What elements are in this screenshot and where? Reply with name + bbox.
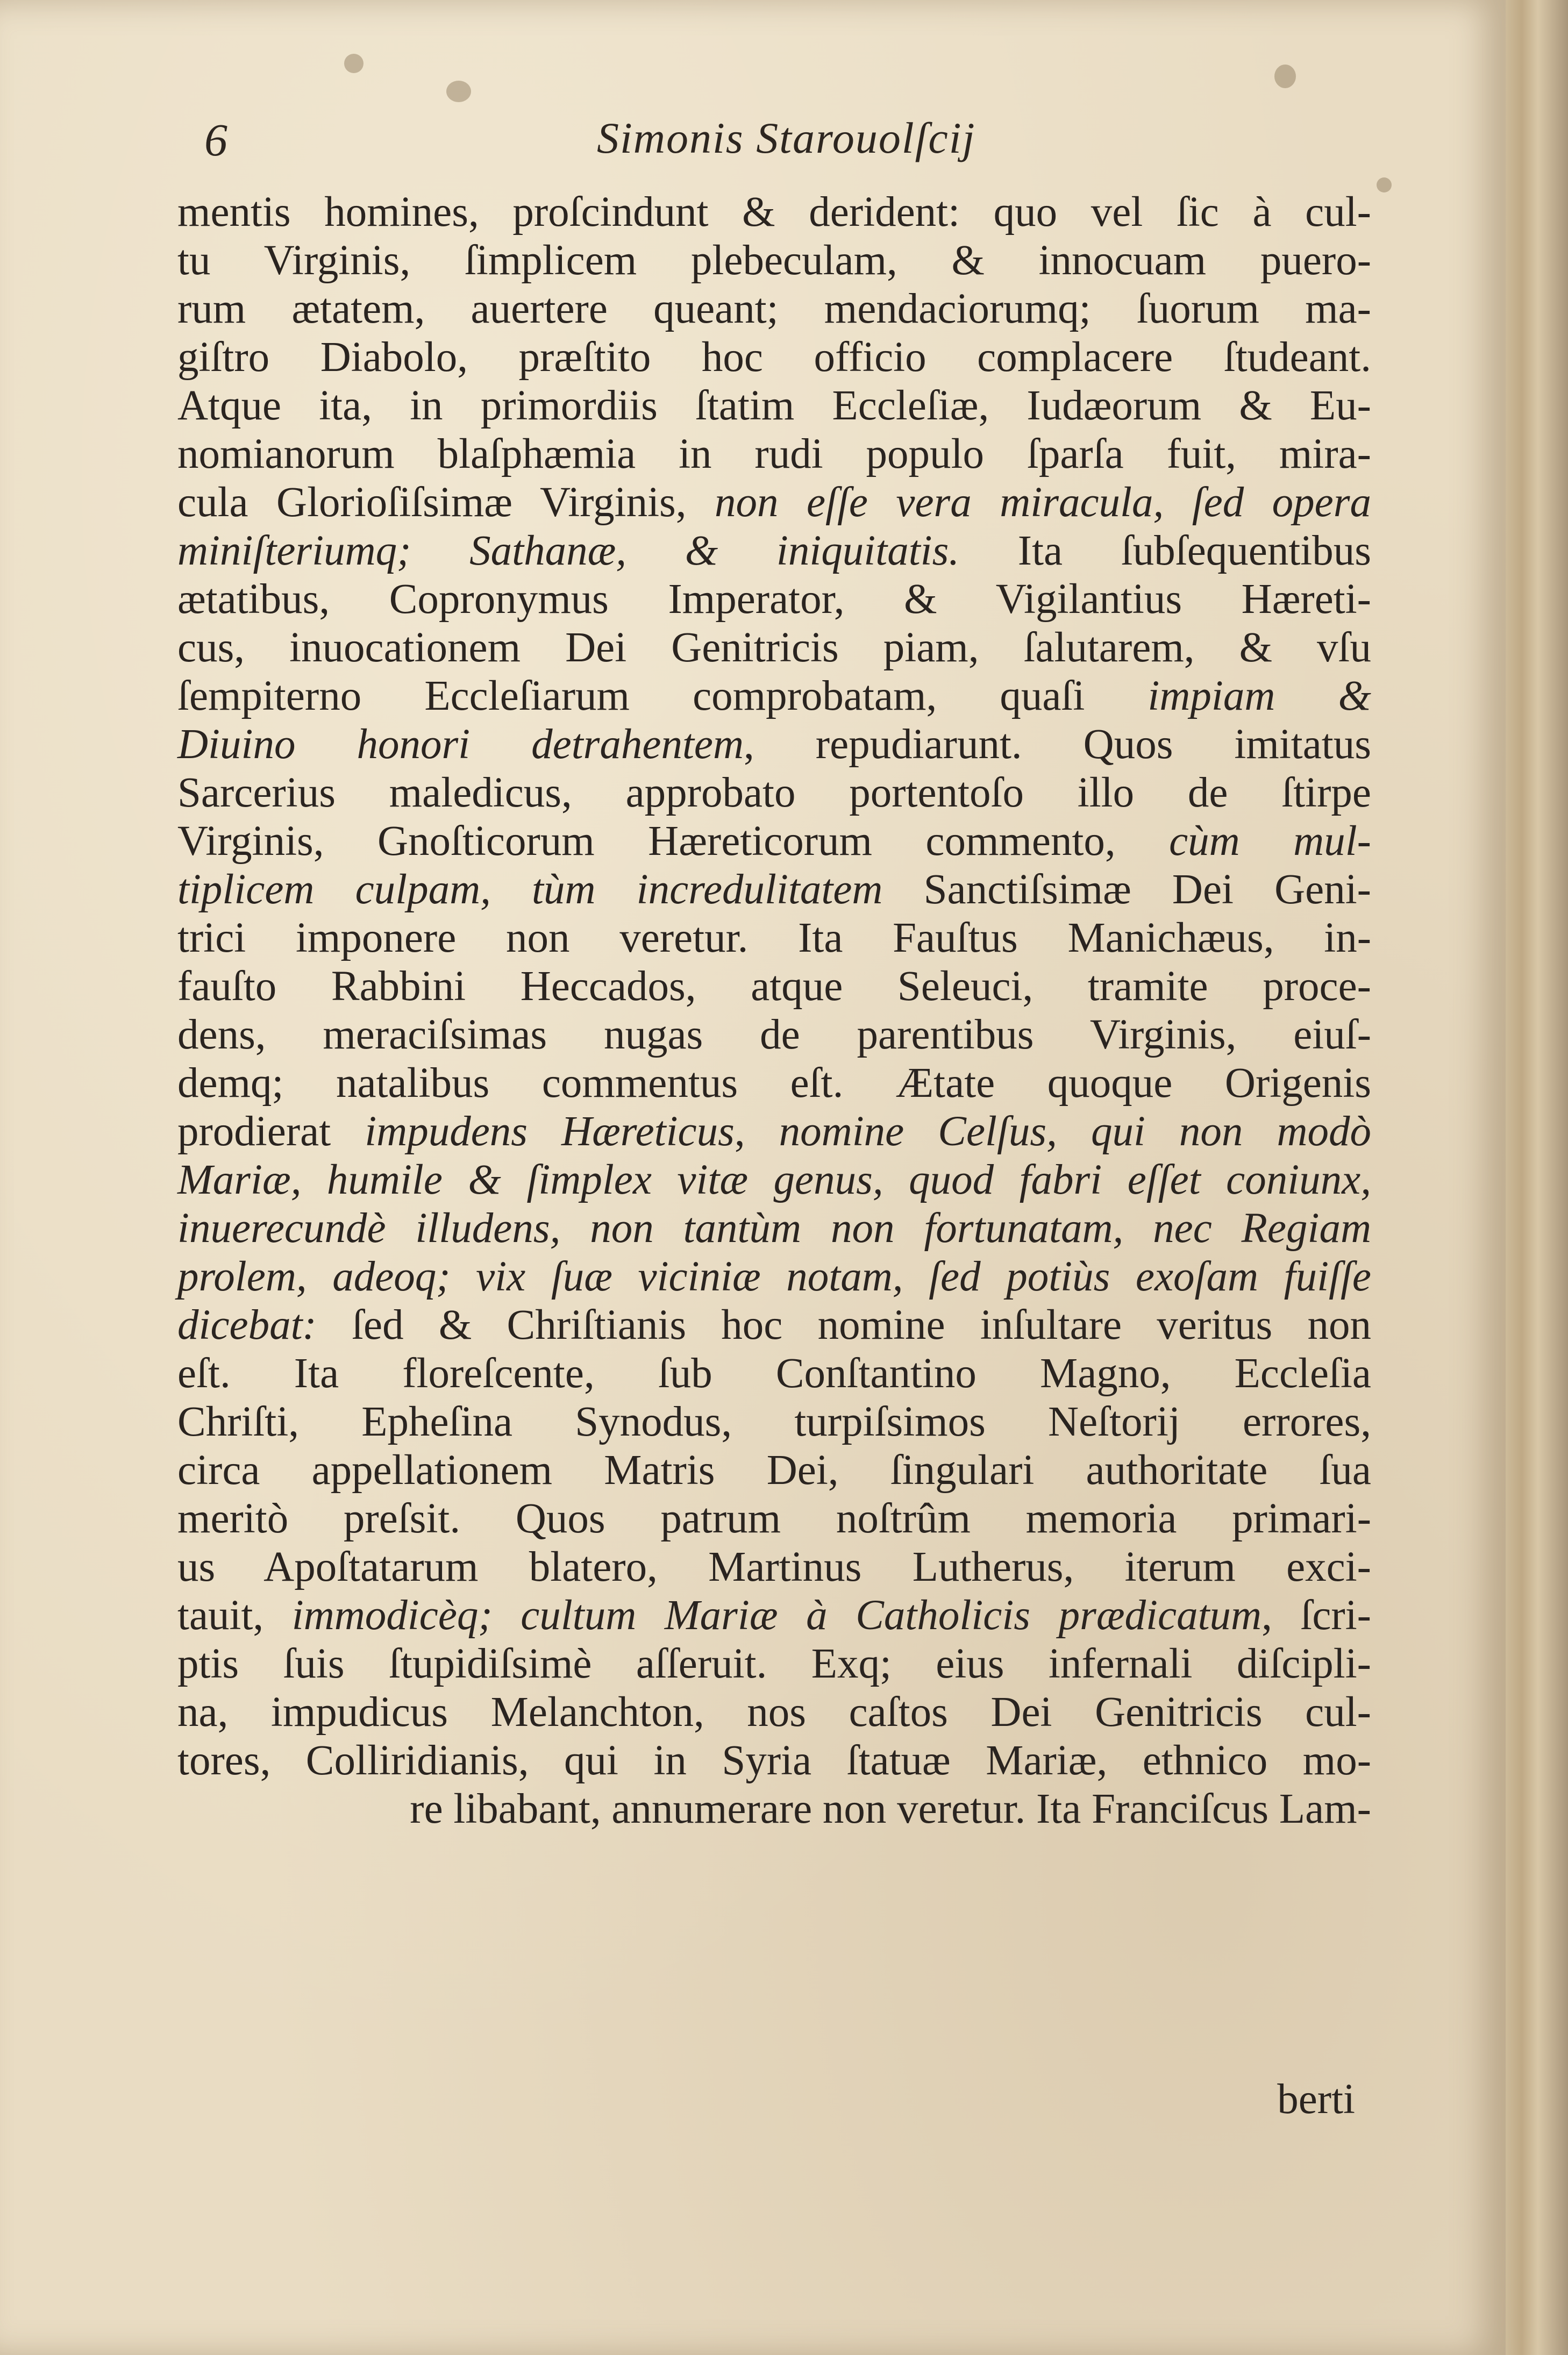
ink-stain bbox=[344, 54, 364, 73]
text-line bbox=[177, 479, 1371, 527]
text-segment: Sanctiſsimæ Dei Geni- bbox=[882, 866, 1371, 913]
text-line bbox=[177, 866, 1371, 914]
page-number: 6 bbox=[204, 114, 227, 166]
text-line bbox=[177, 1446, 1371, 1495]
text-line bbox=[177, 769, 1371, 817]
italic-segment: Diuino honori detrahentem bbox=[177, 721, 744, 768]
italic-segment: immodicèq; cultum Mariæ à Catholicis prædicatum bbox=[291, 1592, 1262, 1639]
text-segment: cula Glorioſiſsimæ Virginis, bbox=[177, 479, 715, 526]
text-line bbox=[177, 527, 1371, 575]
text-segment: nomianorum blaſphæmia in rudi populo ſparſa fuit, mira- bbox=[177, 431, 1371, 477]
text-line bbox=[177, 575, 1371, 624]
text-segment: us Apoſtatarum blatero, Martinus Lutherus, iterum exci- bbox=[177, 1544, 1371, 1590]
text-segment: Virginis, Gnoſticorum Hæreticorum commento, bbox=[177, 818, 1170, 865]
text-segment: tu Virginis, ſimplicem plebeculam, & innocuam puero- bbox=[177, 237, 1371, 284]
text-segment: re libabant, annumerare non veretur. Ita Franciſcus Lam- bbox=[410, 1786, 1371, 1832]
text-line bbox=[177, 1059, 1371, 1108]
text-line bbox=[177, 817, 1371, 866]
text-line bbox=[177, 382, 1371, 430]
text-segment: giſtro Diabolo, præſtito hoc officio complacere ſtudeant. bbox=[177, 334, 1371, 381]
text-line bbox=[177, 1737, 1371, 1785]
text-line bbox=[177, 1350, 1371, 1398]
italic-segment: impudens Hæreticus bbox=[365, 1108, 735, 1155]
text-segment: demq; natalibus commentus eſt. Ætate quoque Origenis bbox=[177, 1060, 1371, 1107]
text-segment: , bbox=[734, 1108, 779, 1155]
text-segment: circa appellationem Matris Dei, ſingulari authoritate ſua bbox=[177, 1447, 1371, 1494]
italic-segment: Mariæ, humile & ſimplex vitæ genus, quod fabri eſſet coniunx, bbox=[177, 1157, 1371, 1203]
ink-stain bbox=[1274, 65, 1296, 88]
text-line bbox=[177, 1204, 1371, 1253]
italic-segment: tiplicem culpam, tùm incredulitatem bbox=[177, 866, 883, 913]
text-segment: Atque ita, in primordiis ſtatim Eccleſiæ, Iudæorum & Eu- bbox=[177, 382, 1371, 429]
text-segment: Ita ſubſequentibus bbox=[959, 527, 1371, 574]
text-segment: fauſto Rabbini Heccados, atque Seleuci, tramite proce- bbox=[177, 963, 1371, 1010]
text-line bbox=[177, 1011, 1371, 1059]
text-segment: tores, Colliridianis, qui in Syria ſtatuæ Mariæ, ethnico mo- bbox=[177, 1737, 1371, 1784]
text-line bbox=[177, 285, 1371, 333]
text-segment: Sarcerius maledicus, approbato portentoſo illo de ſtirpe bbox=[177, 769, 1371, 816]
next-page-edge bbox=[1506, 0, 1568, 2355]
italic-segment: miniſteriumq; Sathanæ, & iniquitatis. bbox=[177, 527, 960, 574]
text-line bbox=[177, 430, 1371, 479]
italic-segment: prolem, adeoq; vix ſuæ viciniæ notam, ſed potiùs exoſam fuiſſe bbox=[177, 1253, 1371, 1300]
page-header bbox=[177, 113, 1334, 172]
text-segment: dens, meraciſsimas nugas de parentibus Virginis, eiuſ- bbox=[177, 1011, 1371, 1058]
text-line bbox=[177, 1398, 1371, 1446]
ink-stain bbox=[446, 81, 471, 102]
italic-segment: non eſſe vera miracula, ſed opera bbox=[714, 479, 1371, 526]
italic-segment: cùm mul- bbox=[1169, 818, 1371, 865]
italic-segment: impiam & bbox=[1148, 673, 1371, 719]
text-segment: ætatibus, Copronymus Imperator, & Vigilantius Hæreti- bbox=[177, 576, 1371, 623]
text-segment: , repudiarunt. Quos imitatus bbox=[744, 721, 1371, 768]
text-line bbox=[177, 1688, 1371, 1737]
text-line bbox=[177, 1253, 1371, 1301]
text-line bbox=[177, 1785, 1371, 1833]
text-line bbox=[177, 1495, 1371, 1543]
text-segment: ptis ſuis ſtupidiſsimè aſſeruit. Exq; eius infernali diſcipli- bbox=[177, 1640, 1371, 1687]
text-segment: Chriſti, Epheſina Synodus, turpiſsimos Neſtorij errores, bbox=[177, 1398, 1371, 1445]
text-line bbox=[177, 237, 1371, 285]
text-segment: trici imponere non veretur. Ita Fauſtus Manichæus, in- bbox=[177, 915, 1371, 961]
text-line bbox=[177, 333, 1371, 382]
running-title: Simonis Starouolſcij bbox=[597, 113, 976, 162]
text-line bbox=[177, 672, 1371, 720]
italic-segment: inuerecundè illudens, non tantùm non fortunatam, nec Regiam bbox=[177, 1205, 1371, 1252]
text-segment: na, impudicus Melanchton, nos caſtos Dei Genitricis cul- bbox=[177, 1689, 1371, 1736]
ink-stain bbox=[1377, 177, 1392, 192]
text-line bbox=[177, 914, 1371, 962]
text-segment: meritò preſsit. Quos patrum noſtrûm memoria primari- bbox=[177, 1495, 1371, 1542]
italic-segment: nomine Celſus, qui non modò bbox=[779, 1108, 1372, 1155]
text-segment: eſt. Ita floreſcente, ſub Conſtantino Magno, Eccleſia bbox=[177, 1350, 1371, 1397]
italic-segment: dicebat: bbox=[177, 1302, 317, 1348]
text-line bbox=[177, 1543, 1371, 1592]
text-segment: ſed & Chriſtianis hoc nomine inſultare veritus non bbox=[316, 1302, 1371, 1348]
text-segment: tauit, bbox=[177, 1592, 292, 1639]
catchword: berti bbox=[1277, 2076, 1355, 2123]
text-line bbox=[177, 1301, 1371, 1350]
text-line bbox=[177, 624, 1371, 672]
body-text bbox=[177, 188, 1371, 1833]
text-line bbox=[177, 1592, 1371, 1640]
text-segment: mentis homines, proſcindunt & derident: quo vel ſic à cul- bbox=[177, 189, 1371, 236]
text-line bbox=[177, 1108, 1371, 1156]
text-line bbox=[177, 962, 1371, 1011]
text-segment: rum ætatem, auertere queant; mendaciorumq; ſuorum ma- bbox=[177, 286, 1371, 332]
text-segment: prodierat bbox=[177, 1108, 365, 1155]
text-segment: , ſcri- bbox=[1261, 1592, 1371, 1639]
text-line bbox=[177, 1156, 1371, 1204]
text-segment: ſempiterno Eccleſiarum comprobatam, quaſi bbox=[177, 673, 1148, 719]
text-segment: cus, inuocationem Dei Genitricis piam, ſalutarem, & vſu bbox=[177, 624, 1371, 671]
text-line bbox=[177, 720, 1371, 769]
text-line bbox=[177, 1640, 1371, 1688]
text-line bbox=[177, 188, 1371, 237]
